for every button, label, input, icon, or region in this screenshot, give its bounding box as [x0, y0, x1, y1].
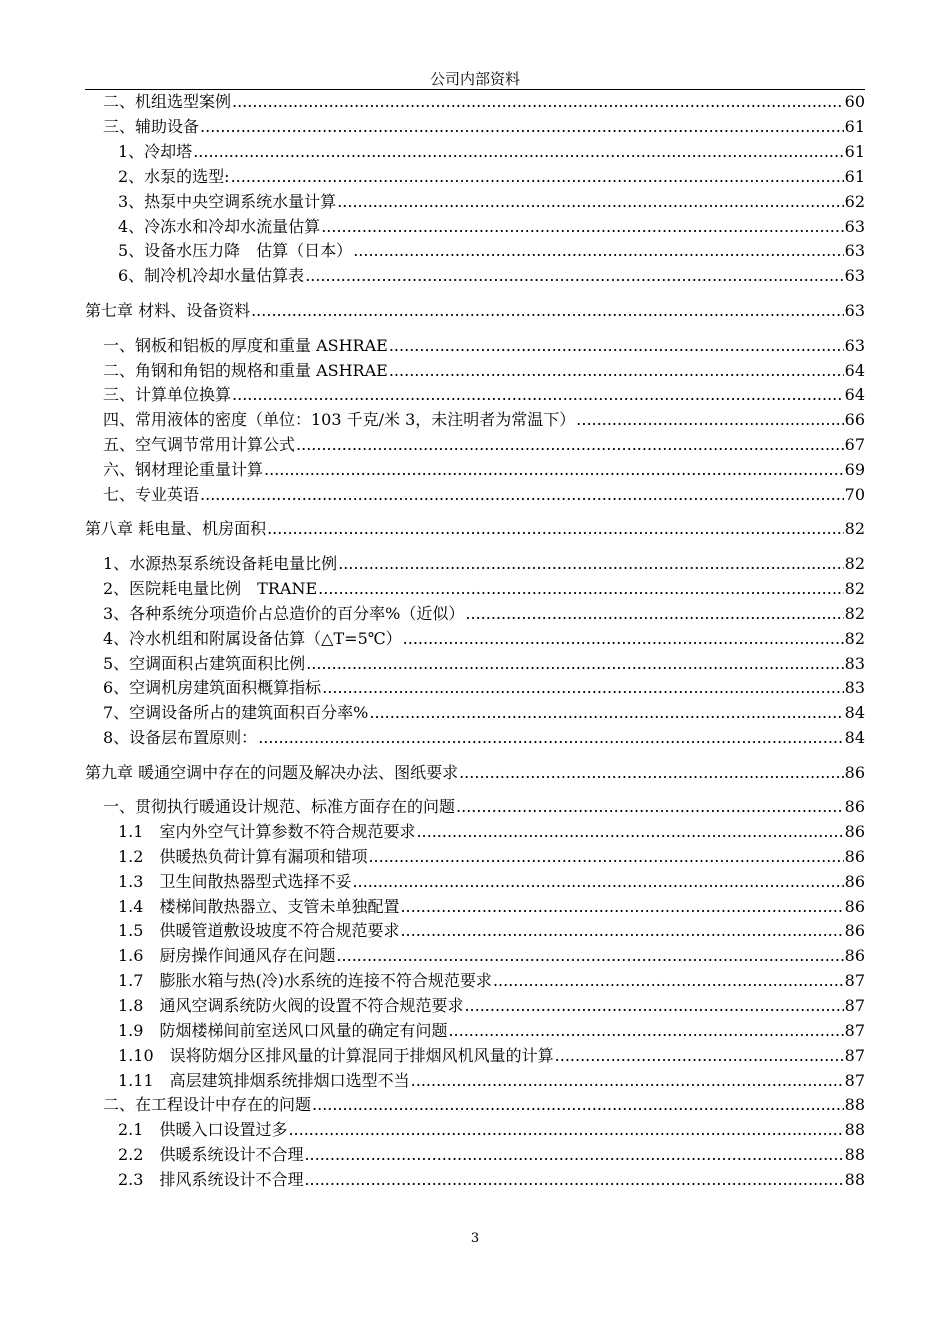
- toc-entry-page-number: 87: [844, 996, 865, 1015]
- dot-leader: [400, 919, 843, 943]
- toc-entry-page-number: 83: [844, 654, 865, 673]
- toc-entry-page-number: 88: [844, 1170, 865, 1189]
- dot-leader: [232, 383, 844, 407]
- toc-entry[interactable]: [85, 264, 865, 288]
- dot-leader: [464, 994, 843, 1018]
- dot-leader: [400, 895, 843, 919]
- toc-entry[interactable]: [85, 140, 865, 164]
- toc-entry-page-number: 64: [844, 361, 865, 380]
- toc-entry-page-number: 69: [844, 460, 865, 479]
- toc-entry-label: 3、热泵中央空调系统水量计算: [118, 192, 337, 211]
- toc-entry[interactable]: [85, 165, 865, 189]
- toc-entry-page-number: 86: [844, 847, 865, 866]
- toc-entry-page-number: 61: [844, 167, 865, 186]
- toc-entry-page-number: 63: [844, 241, 865, 260]
- toc-entry-page-number: 82: [844, 554, 865, 573]
- toc-entry-page-number: 63: [844, 301, 865, 320]
- page-header: 公司内部资料: [429, 70, 520, 88]
- toc-entry[interactable]: [85, 239, 865, 263]
- toc-entry-label: 5、设备水压力降 估算（日本）: [118, 241, 353, 260]
- dot-leader: [232, 90, 844, 114]
- toc-entry-label: 一、钢板和铝板的厚度和重量 ASHRAE: [103, 336, 388, 355]
- toc-entry-label: 1.7 膨胀水箱与热(冷)水系统的连接不符合规范要求: [118, 971, 492, 990]
- toc-entry[interactable]: [85, 726, 865, 750]
- toc-entry-page-number: 61: [844, 117, 865, 136]
- toc-entry-label: 二、角钢和角铝的规格和重量 ASHRAE: [103, 361, 388, 380]
- toc-entry[interactable]: [85, 820, 865, 844]
- toc-entry[interactable]: [85, 701, 865, 725]
- toc-entry[interactable]: [85, 870, 865, 894]
- dot-leader: [304, 1143, 843, 1167]
- dot-leader: [306, 652, 843, 676]
- toc-entry-page-number: 87: [844, 1021, 865, 1040]
- toc-chapter-entry[interactable]: [85, 761, 865, 785]
- toc-entry-label: 三、计算单位换算: [103, 385, 232, 404]
- toc-entry[interactable]: [85, 433, 865, 457]
- dot-leader: [304, 1168, 843, 1192]
- dot-leader: [251, 299, 844, 323]
- toc-entry[interactable]: [85, 1168, 865, 1192]
- toc-entry-label: 一、贯彻执行暖通设计规范、标准方面存在的问题: [103, 797, 456, 816]
- toc-entry-label: 4、冷水机组和附属设备估算（△T=5℃）: [103, 629, 402, 648]
- toc-entry-label: 8、设备层布置原则：: [103, 728, 258, 747]
- page-number: 3: [470, 1231, 480, 1246]
- toc-entry[interactable]: [85, 994, 865, 1018]
- toc-entry-page-number: 60: [844, 92, 865, 111]
- toc-entry[interactable]: [85, 1093, 865, 1117]
- toc-entry-label: 四、常用液体的密度（单位：103 千克/米 3，未注明者为常温下）: [103, 410, 576, 429]
- dot-leader: [456, 795, 844, 819]
- toc-entry[interactable]: [85, 408, 865, 432]
- toc-entry[interactable]: [85, 190, 865, 214]
- dot-leader: [296, 433, 844, 457]
- toc-entry-page-number: 87: [844, 1046, 865, 1065]
- toc-entry-page-number: 62: [844, 192, 865, 211]
- toc-entry-label: 2、水泵的选型:: [118, 167, 230, 186]
- toc-entry[interactable]: [85, 1143, 865, 1167]
- toc-entry-page-number: 84: [844, 728, 865, 747]
- toc-entry-label: 第七章 材料、设备资料: [85, 301, 251, 320]
- toc-entry-label: 2.3 排风系统设计不合理: [118, 1170, 304, 1189]
- dot-leader: [288, 1118, 843, 1142]
- toc-entry[interactable]: [85, 359, 865, 383]
- dot-leader: [318, 577, 844, 601]
- dot-leader: [448, 1019, 843, 1043]
- toc-entry[interactable]: [85, 969, 865, 993]
- toc-entry-page-number: 87: [844, 971, 865, 990]
- toc-entry-page-number: 87: [844, 1071, 865, 1090]
- toc-entry[interactable]: [85, 90, 865, 114]
- toc-entry-label: 1.5 供暖管道敷设坡度不符合规范要求: [118, 921, 400, 940]
- toc-entry-page-number: 82: [844, 604, 865, 623]
- toc-entry[interactable]: [85, 334, 865, 358]
- dot-leader: [389, 334, 844, 358]
- toc-entry[interactable]: [85, 652, 865, 676]
- dot-leader: [411, 1069, 844, 1093]
- toc-entry[interactable]: [85, 483, 865, 507]
- toc-entry-page-number: 66: [844, 410, 865, 429]
- dot-leader: [493, 969, 844, 993]
- toc-entry-page-number: 63: [844, 266, 865, 285]
- dot-leader: [403, 627, 844, 651]
- toc-entry-page-number: 82: [844, 519, 865, 538]
- dot-leader: [555, 1044, 844, 1068]
- toc-entry-page-number: 83: [844, 678, 865, 697]
- toc-entry[interactable]: [85, 115, 865, 139]
- toc-chapter-entry[interactable]: [85, 517, 865, 541]
- toc-entry-label: 6、制冷机冷却水量估算表: [118, 266, 305, 285]
- toc-entry-label: 第九章 暖通空调中存在的问题及解决办法、图纸要求: [85, 763, 459, 782]
- dot-leader: [369, 701, 843, 725]
- toc-entry[interactable]: [85, 627, 865, 651]
- toc-entry-page-number: 86: [844, 946, 865, 965]
- toc-entry[interactable]: [85, 602, 865, 626]
- toc-entry-page-number: 88: [844, 1145, 865, 1164]
- toc-entry-page-number: 82: [844, 579, 865, 598]
- toc-entry-page-number: 64: [844, 385, 865, 404]
- toc-entry-label: 6、空调机房建筑面积概算指标: [103, 678, 322, 697]
- toc-entry-label: 二、在工程设计中存在的问题: [103, 1095, 312, 1114]
- toc-entry-label: 1、水源热泵系统设备耗电量比例: [103, 554, 338, 573]
- toc-entry[interactable]: [85, 1118, 865, 1142]
- toc-entry[interactable]: [85, 795, 865, 819]
- toc-entry-label: 1.3 卫生间散热器型式选择不妥: [118, 872, 352, 891]
- toc-entry-label: 3、各种系统分项造价占总造价的百分率%（近似）: [103, 604, 465, 623]
- toc-entry-label: 4、冷冻水和冷却水流量估算: [118, 217, 321, 236]
- toc-entry[interactable]: [85, 919, 865, 943]
- toc-entry-page-number: 86: [844, 763, 865, 782]
- dot-leader: [305, 264, 843, 288]
- toc-entry-label: 1.2 供暖热负荷计算有漏项和错项: [118, 847, 368, 866]
- dot-leader: [337, 190, 843, 214]
- dot-leader: [352, 870, 843, 894]
- toc-entry[interactable]: [85, 577, 865, 601]
- dot-leader: [322, 676, 843, 700]
- toc-entry[interactable]: [85, 1044, 865, 1068]
- dot-leader: [200, 115, 844, 139]
- dot-leader: [353, 239, 843, 263]
- toc-entry-page-number: 86: [844, 897, 865, 916]
- dot-leader: [321, 215, 843, 239]
- toc-entry[interactable]: [85, 1019, 865, 1043]
- toc-entry[interactable]: [85, 944, 865, 968]
- toc-entry-page-number: 84: [844, 703, 865, 722]
- toc-entry-label: 2、医院耗电量比例 TRANE: [103, 579, 318, 598]
- dot-leader: [200, 483, 844, 507]
- dot-leader: [231, 165, 844, 189]
- toc-entry-label: 2.1 供暖入口设置过多: [118, 1120, 288, 1139]
- toc-entry[interactable]: [85, 215, 865, 239]
- toc-entry-page-number: 86: [844, 872, 865, 891]
- dot-leader: [368, 845, 843, 869]
- toc-entry-label: 五、空气调节常用计算公式: [103, 435, 296, 454]
- toc-entry-page-number: 88: [844, 1095, 865, 1114]
- toc-entry[interactable]: [85, 458, 865, 482]
- dot-leader: [312, 1093, 844, 1117]
- toc-entry-page-number: 82: [844, 629, 865, 648]
- dot-leader: [193, 140, 843, 164]
- dot-leader: [264, 458, 844, 482]
- toc-entry[interactable]: [85, 676, 865, 700]
- dot-leader: [258, 726, 843, 750]
- dot-leader: [416, 820, 843, 844]
- toc-entry-label: 二、机组选型案例: [103, 92, 232, 111]
- toc-entry-page-number: 63: [844, 336, 865, 355]
- toc-entry-page-number: 86: [844, 797, 865, 816]
- toc-entry-label: 1.4 楼梯间散热器立、支管未单独配置: [118, 897, 400, 916]
- toc-entry-page-number: 88: [844, 1120, 865, 1139]
- toc-entry-label: 1.11 高层建筑排烟系统排烟口选型不当: [118, 1071, 410, 1090]
- toc-entry-page-number: 67: [844, 435, 865, 454]
- dot-leader: [267, 517, 844, 541]
- toc-entry-label: 7、空调设备所占的建筑面积百分率%: [103, 703, 369, 722]
- toc-entry[interactable]: [85, 845, 865, 869]
- toc-entry-page-number: 86: [844, 921, 865, 940]
- dot-leader: [389, 359, 844, 383]
- toc-entry-label: 1.6 厨房操作间通风存在问题: [118, 946, 336, 965]
- toc-entry-label: 1.10 误将防烟分区排风量的计算混同于排烟风机风量的计算: [118, 1046, 554, 1065]
- toc-entry-label: 5、空调面积占建筑面积比例: [103, 654, 306, 673]
- toc-entry-page-number: 86: [844, 822, 865, 841]
- toc-entry-label: 1.1 室内外空气计算参数不符合规范要求: [118, 822, 416, 841]
- toc-entry[interactable]: [85, 1069, 865, 1093]
- toc-entry-label: 1.8 通风空调系统防火阀的设置不符合规范要求: [118, 996, 464, 1015]
- toc-entry-label: 七、专业英语: [103, 485, 200, 504]
- toc-entry-page-number: 63: [844, 217, 865, 236]
- toc-entry-page-number: 70: [844, 485, 865, 504]
- toc-entry[interactable]: [85, 895, 865, 919]
- dot-leader: [465, 602, 843, 626]
- toc-entry-label: 三、辅助设备: [103, 117, 200, 136]
- dot-leader: [338, 552, 843, 576]
- toc-entry-label: 1.9 防烟楼梯间前室送风口风量的确定有问题: [118, 1021, 448, 1040]
- dot-leader: [336, 944, 843, 968]
- toc-entry-label: 六、钢材理论重量计算: [103, 460, 264, 479]
- toc-entry-label: 第八章 耗电量、机房面积: [85, 519, 267, 538]
- dot-leader: [576, 408, 843, 432]
- toc-entry[interactable]: [85, 552, 865, 576]
- toc-entry-label: 2.2 供暖系统设计不合理: [118, 1145, 304, 1164]
- toc-entry-label: 1、冷却塔: [118, 142, 193, 161]
- toc-chapter-entry[interactable]: [85, 299, 865, 323]
- toc-entry-page-number: 61: [844, 142, 865, 161]
- toc-entry[interactable]: [85, 383, 865, 407]
- dot-leader: [459, 761, 844, 785]
